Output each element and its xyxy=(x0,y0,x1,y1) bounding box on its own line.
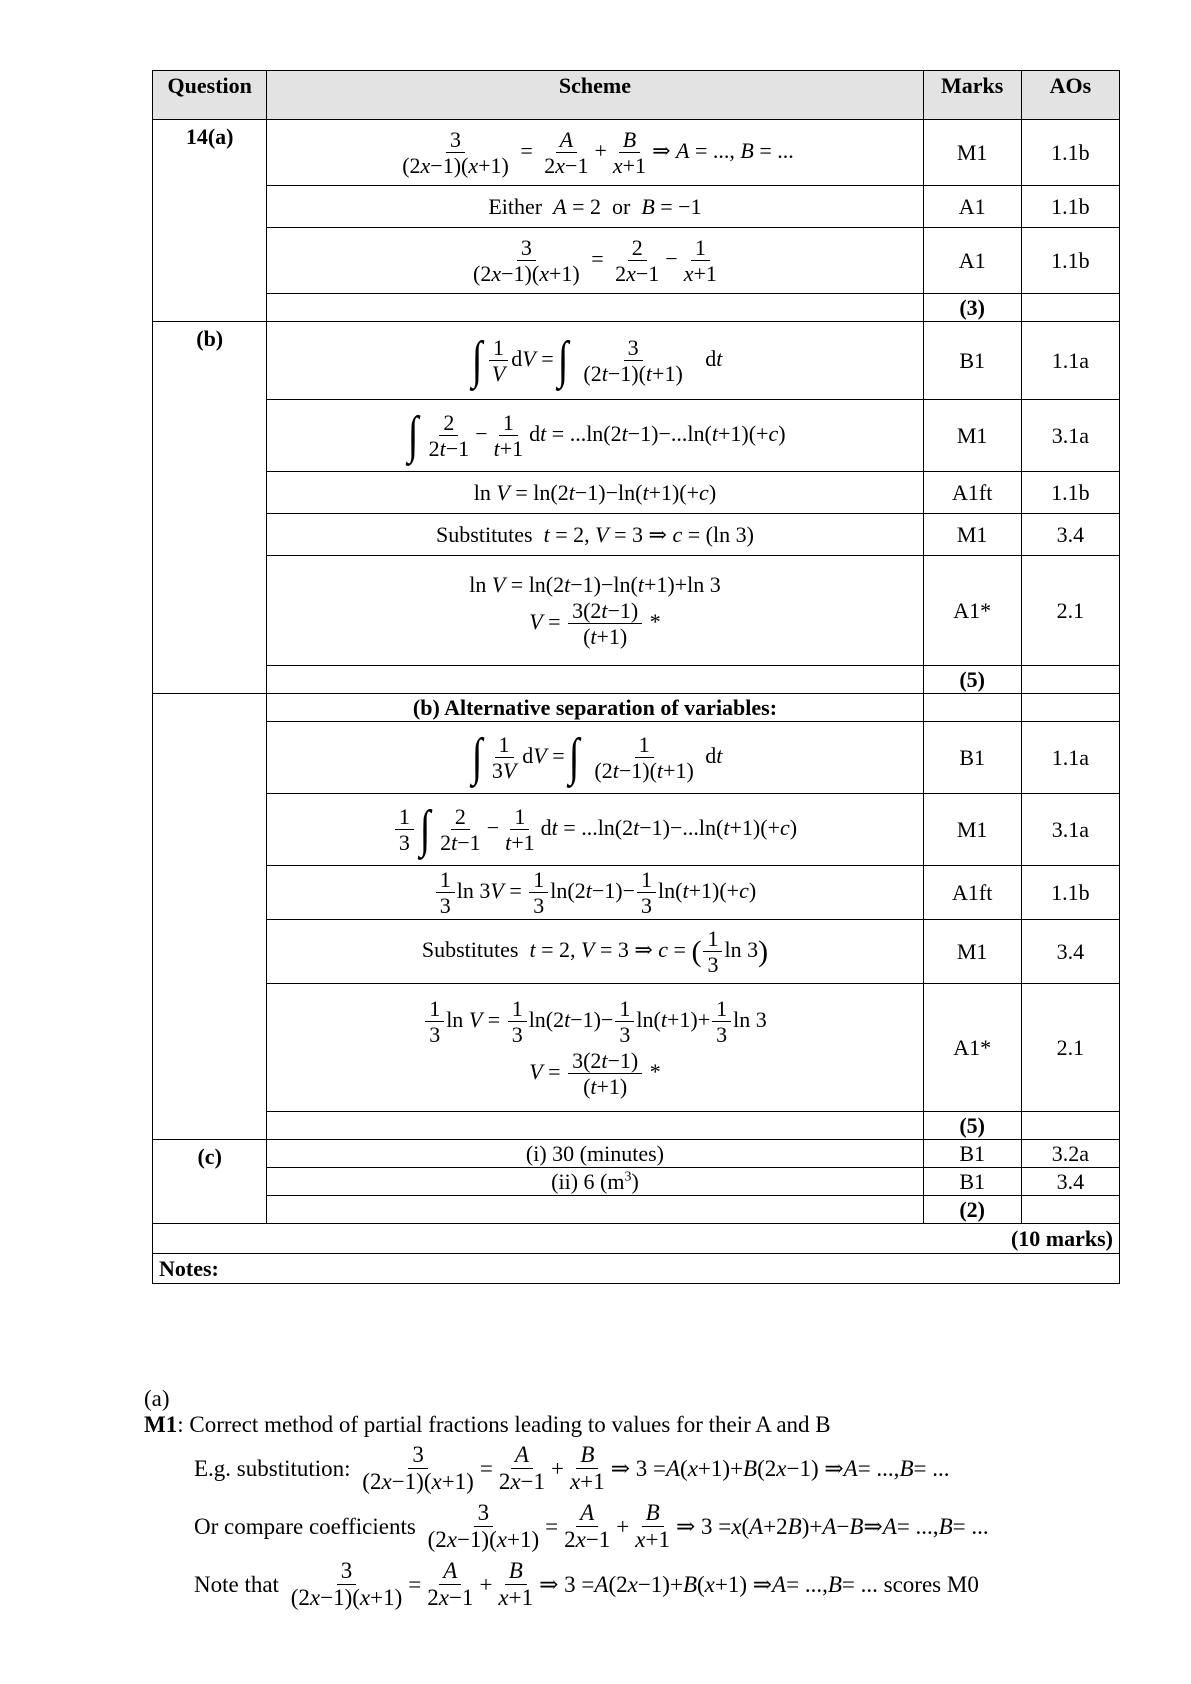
ao-cell: 2.1 xyxy=(1021,984,1119,1112)
mark-scheme-table xyxy=(152,70,1120,1284)
notes-eg-text: E.g. substitution: xyxy=(194,1455,351,1481)
q14c-row-1 xyxy=(153,1140,1120,1168)
q14b-row-3 xyxy=(153,472,1120,514)
q14a-total-row xyxy=(153,294,1120,322)
question-label-14c: (c) xyxy=(153,1140,267,1224)
grand-total: (10 marks) xyxy=(153,1224,1120,1254)
notes-compare-line: Or compare coefficients $\frac{3}{(2x-1)(x+1)}$ = $\frac{A}{2x-1}$ + $\frac{B}{x+1}$ ⇒ 3 = x ( A +2 B )+ A − B ⇒ A = ..., B = ... xyxy=(194,1499,989,1553)
scheme-final-v: ln V = ln(2t−1)−ln(t+1)+ln 3 V = $\frac{3(2t-1)}{(t+1)}$ * xyxy=(267,556,923,666)
ao-cell: 1.1b xyxy=(1021,186,1119,228)
mark-cell: M1 xyxy=(923,920,1021,984)
notes-compare-text: Or compare coefficients xyxy=(194,1513,416,1539)
ao-cell: 1.1b xyxy=(1021,472,1119,514)
scheme-alt-integrate: $\frac{1}{3}$ ∫ $\frac{2}{2t-1}$ − $\frac{1}{t+1}$ dt = ...ln(2t−1)−...ln(t+1)(+c) xyxy=(267,794,923,866)
q14b-row-5 xyxy=(153,556,1120,666)
or-text: or xyxy=(611,193,631,219)
mark-cell: A1* xyxy=(923,984,1021,1112)
ao-cell: 3.1a xyxy=(1021,400,1119,472)
q14b-alt-row-1 xyxy=(153,722,1120,794)
mark-cell: A1ft xyxy=(923,472,1021,514)
mark-scheme xyxy=(152,70,1120,1284)
mark-cell: M1 xyxy=(923,794,1021,866)
q14b-row-4 xyxy=(153,514,1120,556)
header-aos: AOs xyxy=(1021,71,1119,120)
scheme-separate-variables: ∫ $\frac{1}{V}$ dV =∫ $\frac{3}{(2t-1)(t+1)}$ dt xyxy=(267,322,923,400)
substitutes-text: Substitutes xyxy=(436,521,533,547)
notes-scores-text: scores M0 xyxy=(883,1571,979,1597)
scheme-result-fractions: $\frac{3}{(2x-1)(x+1)}$ = $\frac{2}{2x-1}$ − $\frac{1}{x+1}$ xyxy=(267,228,923,294)
ao-cell: 1.1b xyxy=(1021,228,1119,294)
ao-cell: 3.4 xyxy=(1021,514,1119,556)
q14b-row-1 xyxy=(153,322,1120,400)
question-label-blank xyxy=(153,694,267,1140)
scheme-minutes: (i) 30 (minutes) xyxy=(267,1140,923,1168)
either-text: Either xyxy=(488,193,543,219)
mark-cell: A1ft xyxy=(923,866,1021,920)
ao-cell: 3.4 xyxy=(1021,920,1119,984)
notes-part-label: (a) xyxy=(144,1386,170,1411)
mark-cell: M1 xyxy=(923,400,1021,472)
q14b-alt-total-row xyxy=(153,1112,1120,1140)
alt-heading: (b) Alternative separation of variables: xyxy=(267,694,923,722)
notes-note-that-text: Note that xyxy=(194,1571,279,1597)
scheme-alt-separate: ∫ $\frac{1}{3V}$ dV =∫ $\frac{1}{(2t-1)(t+1)}$ dt xyxy=(267,722,923,794)
header-row xyxy=(153,71,1120,120)
q14b-total-row xyxy=(153,666,1120,694)
mark-cell: A1 xyxy=(923,228,1021,294)
q14a-row-2 xyxy=(153,186,1120,228)
scheme-substitutes: Substitutes t = 2, V = 3 ⇒ c = (ln 3) xyxy=(267,514,923,556)
scheme-alt-final-v: $\frac{1}{3}$ ln V = $\frac{1}{3}$ ln(2t−1)− $\frac{1}{3}$ ln(t+1)+ $\frac{1}{3}$ ln 3 V = $\frac{3(2t-1)}{(t+1)}$ * xyxy=(267,984,923,1112)
notes-section xyxy=(144,1386,1134,1612)
mark-cell: A1* xyxy=(923,556,1021,666)
q14a-row-3 xyxy=(153,228,1120,294)
ao-cell: 2.1 xyxy=(1021,556,1119,666)
ao-cell: 1.1a xyxy=(1021,322,1119,400)
notes-m1-text: : Correct method of partial fractions leading to values for their A and B xyxy=(177,1412,831,1437)
notes-substitution-line: E.g. substitution: $\frac{3}{(2x-1)(x+1)}$ = $\frac{A}{2x-1}$ + $\frac{B}{x+1}$ ⇒ 3 = A ( x +1)+ B (2 x −1) ⇒ A = ..., B = ... xyxy=(194,1442,950,1495)
ao-cell: 3.2a xyxy=(1021,1140,1119,1168)
notes-note-that-line: Note that $\frac{3}{(2x-1)(x+1)}$ = $\frac{A}{2x-1}$ + $\frac{B}{x+1}$ ⇒ 3 = A (2 x −1)+ B ( x +1) ⇒ A = ..., B = ... scores M0 xyxy=(194,1557,979,1611)
question-label-14a: 14(a) xyxy=(153,120,267,322)
q14b-alt-row-4 xyxy=(153,920,1120,984)
mark-cell: M1 xyxy=(923,514,1021,556)
mark-cell: B1 xyxy=(923,322,1021,400)
header-scheme: Scheme xyxy=(267,71,923,120)
volume-close: ) xyxy=(631,1168,639,1194)
mark-cell: A1 xyxy=(923,186,1021,228)
volume-text: (ii) 6 (m xyxy=(551,1168,625,1194)
q14b-row-2 xyxy=(153,400,1120,472)
header-marks: Marks xyxy=(923,71,1021,120)
mark-cell: B1 xyxy=(923,1140,1021,1168)
scheme-either-value: Either A = 2 or B = −1 xyxy=(267,186,923,228)
mark-cell: B1 xyxy=(923,1168,1021,1196)
ao-cell: 1.1a xyxy=(1021,722,1119,794)
scheme-partial-fractions: $\frac{3}{(2x-1)(x+1)}$ = $\frac{A}{2x-1}$ + $\frac{B}{x+1}$ ⇒ A = ..., B = ... xyxy=(267,120,923,186)
q14b-alt-row-2 xyxy=(153,794,1120,866)
subtotal: (5) xyxy=(923,1112,1021,1140)
substitutes-text: Substitutes xyxy=(421,936,519,962)
ao-cell: 1.1b xyxy=(1021,120,1119,186)
notes-m1-line xyxy=(144,1412,1134,1438)
q14c-total-row xyxy=(153,1196,1120,1224)
header-question: Question xyxy=(153,71,267,120)
q14b-alt-row-3 xyxy=(153,866,1120,920)
volume-superscript: 3 xyxy=(624,1169,632,1185)
scheme-alt-substitutes: Substitutes t = 2, V = 3 ⇒ c = ( $\frac{1}{3}$ ln 3) xyxy=(267,920,923,984)
subtotal: (3) xyxy=(923,294,1021,322)
scheme-ln-v: ln V = ln(2t−1)−ln(t+1)(+c) xyxy=(267,472,923,514)
mark-cell: M1 xyxy=(923,120,1021,186)
question-label-14b: (b) xyxy=(153,322,267,694)
q14b-alt-heading-row xyxy=(153,694,1120,722)
scheme-volume xyxy=(267,1168,923,1196)
q14b-alt-row-5 xyxy=(153,984,1120,1112)
grand-total-row xyxy=(153,1224,1120,1254)
ao-cell: 3.1a xyxy=(1021,794,1119,866)
scheme-integrate-ln: ∫ $\frac{2}{2t-1}$ − $\frac{1}{t+1}$ dt = ...ln(2t−1)−...ln(t+1)(+c) xyxy=(267,400,923,472)
ao-cell: 3.4 xyxy=(1021,1168,1119,1196)
scheme-alt-ln-3v: $\frac{1}{3}$ ln 3V = $\frac{1}{3}$ ln(2t−1)− $\frac{1}{3}$ ln(t+1)(+c) xyxy=(267,866,923,920)
subtotal: (2) xyxy=(923,1196,1021,1224)
subtotal: (5) xyxy=(923,666,1021,694)
q14c-row-2 xyxy=(153,1168,1120,1196)
q14a-row-1 xyxy=(153,120,1120,186)
ao-cell: 1.1b xyxy=(1021,866,1119,920)
notes-label: Notes: xyxy=(153,1254,1120,1284)
notes-row xyxy=(153,1254,1120,1284)
mark-cell: B1 xyxy=(923,722,1021,794)
notes-m1-label: M1 xyxy=(144,1412,178,1437)
